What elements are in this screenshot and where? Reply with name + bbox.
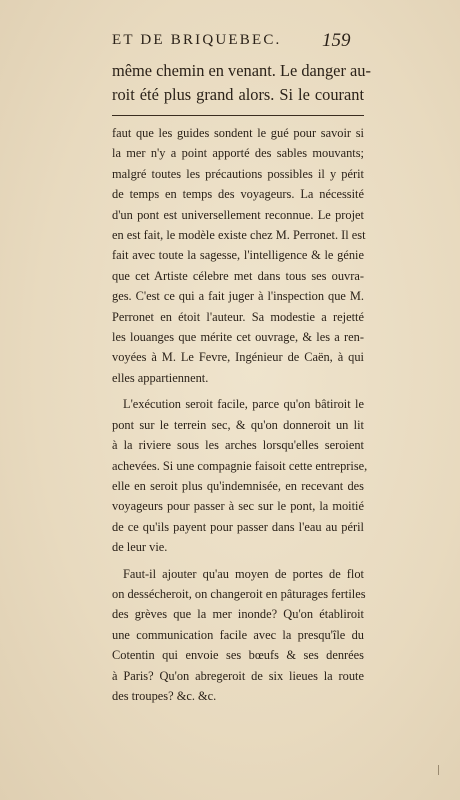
overlay-rule [112,115,364,116]
text-line: de ce qu'ils payent pour passer dans l'eau au péril [112,519,364,534]
overlay-line: roit été plus grand alors. Si le courant [112,85,364,104]
text-line: achevées. Si une compagnie faisoit cette entreprise, [112,458,368,473]
paragraph-3 [112,564,364,707]
text-line: L'exécution seroit facile, parce qu'on bâtiroit le [123,397,364,412]
text-line: Cotentin qui envoie ses bœufs & ses denrées [112,648,364,663]
text-line: en est fait, le modèle existe chez M. Perronet. Il est [112,228,366,243]
text-line: la mer n'y a point apporté des sables mouvants; [112,146,364,161]
page-number: 159 [322,30,351,51]
paragraph-1 [112,123,364,388]
text-line: pont sur le terrein sec, & qu'on donneroit un lit [112,417,364,432]
text-line: fait avec toute la sagesse, l'intelligence & le génie [112,248,364,263]
text-line: une communication facile avec la presqu'île du [112,627,364,642]
text-line: d'un pont est universellement reconnue. Le projet [112,207,364,222]
text-line: ges. C'est ce qui a fait juger à l'inspection que M. [112,289,364,304]
overlay-text-strip [112,59,371,107]
text-line: des grèves que la mer inonde? Qu'on établiroit [112,607,364,622]
text-line: à Paris? Qu'on abregeroit de six lieues la route [112,668,364,683]
text-line: faut que les guides sondent le gué pour savoir si [112,126,364,140]
text-line: elle en seroit plus qu'indemnisée, en recevant des [112,478,364,493]
text-line: voyageurs pour passer à sec sur le pont, la moitié [112,499,364,514]
text-line: elles appartiennent. [112,370,209,385]
paper-mark [438,765,439,775]
running-head: ET DE BRIQUEBEC. [112,32,282,48]
text-line: que cet Artiste célebre met dans tous ses ouvra- [112,268,364,283]
text-line: on dessécheroit, on changeroit en pâturages fertiles [112,586,366,601]
text-line: voyées à M. Le Fevre, Ingénieur de Caën, à qui [112,350,364,365]
page-header [0,30,460,54]
overlay-line: même chemin en venant. Le danger au- [112,61,371,80]
text-line: malgré toutes les précautions possibles il y périt [112,166,364,181]
text-line: Perronet en étoit l'auteur. Sa modestie a rejetté [112,309,364,324]
paragraph-2 [112,394,368,557]
text-line: les louanges que mérite cet ouvrage, & les a ren- [112,330,364,345]
text-line: Faut-il ajouter qu'au moyen de portes de flot [123,566,364,581]
text-line: des troupes? &c. &c. [112,688,217,703]
body-text [112,123,368,706]
text-line: de leur vie. [112,540,168,555]
text-line: à la riviere sous les arches lorsqu'elles seroient [112,438,364,453]
text-line: de temps en temps des voyageurs. La nécessité [112,187,364,202]
